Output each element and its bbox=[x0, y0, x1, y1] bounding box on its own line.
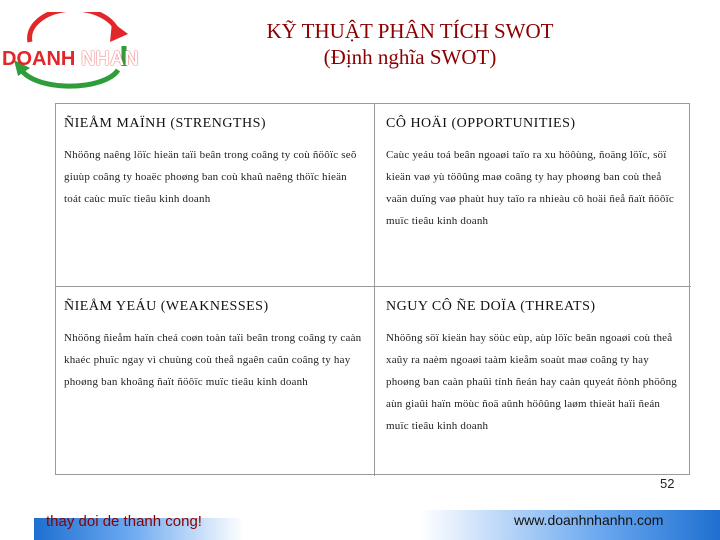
weaknesses-heading: ÑIEÅM YEÁU (WEAKNESSES) bbox=[64, 299, 269, 314]
opportunities-cell bbox=[374, 104, 691, 286]
logo-text-doanh: DOANH bbox=[2, 48, 76, 70]
threats-body: Nhöõng söï kieän hay söùc eùp, aùp löïc beân ngoaøi coù theå xaûy ra naèm ngoaøi taàm kieåm soaùt maø coâng ty hay phoøng ban caàn phaûi tính ñeán hay caàn quyeát ñònh phöông aùn giaûi haïn möùc ñoä aûnh höôûng laøm thieät haïi ñeán muïc tieâu kinh doanh bbox=[386, 332, 677, 432]
strengths-heading: ÑIEÅM MAÏNH (STRENGTHS) bbox=[64, 116, 267, 131]
logo bbox=[0, 12, 140, 90]
opportunities-body: Caùc yeáu toá beân ngoaøi taïo ra xu höôùng, ñoäng löïc, söï kieän vaø yù töôûng maø coâng ty hay phoøng ban coù theå vaän duïng vaø phaùt huy taïo ra nhieàu cô hoäi ñeå ñaït ñöôïc muïc tieâu kinh doanh bbox=[386, 149, 674, 227]
weaknesses-body: Nhöõng ñieåm haïn cheá coøn toàn taïi beân trong coâng ty caàn khaéc phuïc ngay vì chuùng coù theå ngaên caûn coâng ty hay phoøng ban khoâng ñaït ñöôïc muïc tieâu kinh doanh bbox=[64, 332, 362, 388]
slide-number: 52 bbox=[660, 476, 675, 491]
threats-cell bbox=[374, 286, 691, 476]
threats-heading: NGUY CÔ ÑE DOÏA (THREATS) bbox=[386, 299, 596, 314]
footer-slogan: thay doi de thanh cong! bbox=[46, 513, 202, 530]
title-line-2: (Định nghĩa SWOT) bbox=[323, 45, 497, 69]
opportunities-heading: CÔ HOÄI (OPPORTUNITIES) bbox=[386, 116, 576, 131]
footer-website-link[interactable]: www.doanhnhanhn.com bbox=[514, 512, 664, 528]
strengths-body: Nhöõng naêng löïc hieän taïi beân trong coâng ty coù ñöôïc seõ giuùp coâng ty hoaëc phoøng ban coù khaû naêng thöïc hieän toát caùc muïc tieâu kinh doanh bbox=[64, 149, 357, 205]
logo-text-nhan: NHAN bbox=[80, 48, 139, 70]
logo-text bbox=[2, 48, 139, 71]
page-title bbox=[150, 18, 670, 70]
swot-table bbox=[55, 103, 690, 475]
weaknesses-cell bbox=[56, 286, 374, 476]
strengths-cell bbox=[56, 104, 374, 286]
title-line-1: KỸ THUẬT PHÂN TÍCH SWOT bbox=[266, 19, 554, 43]
